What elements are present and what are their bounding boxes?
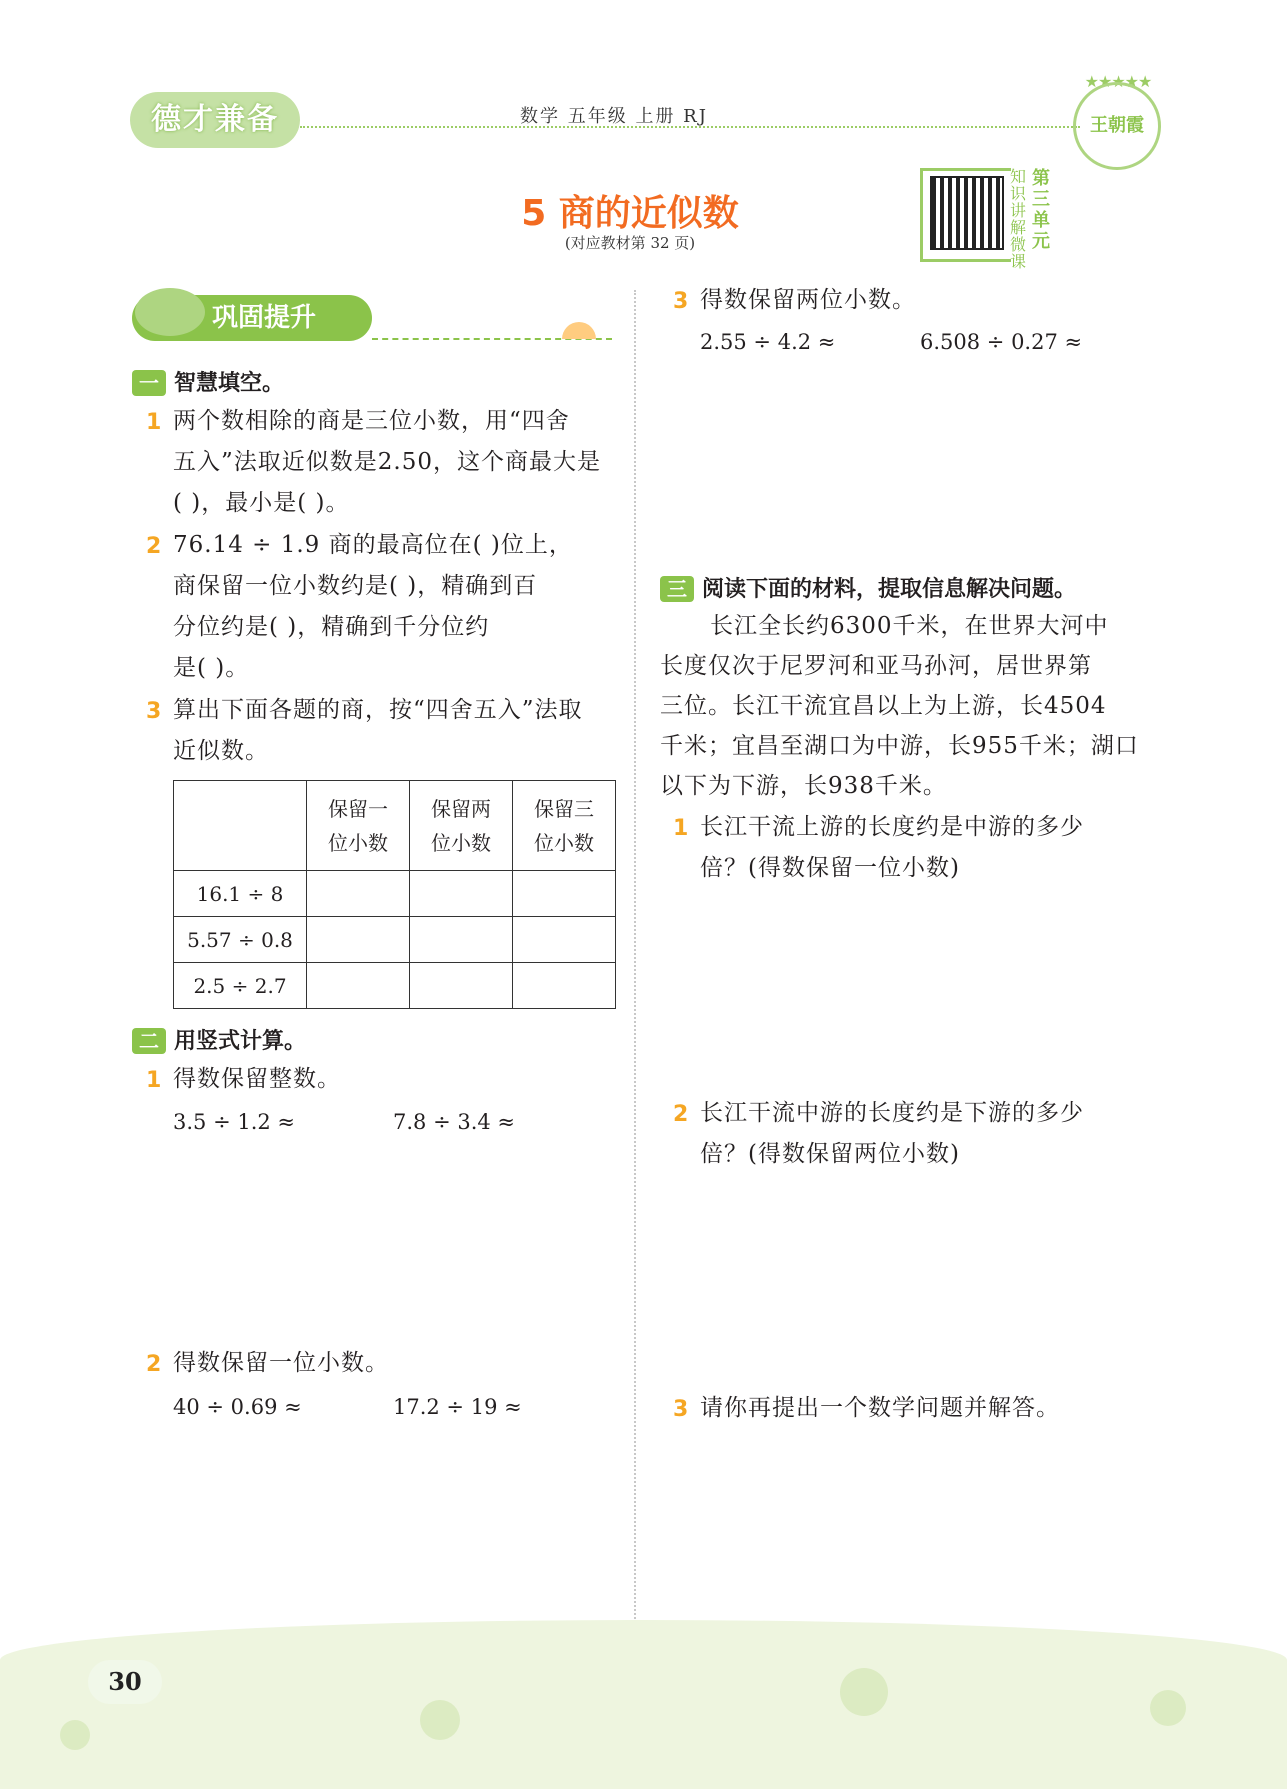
answer-cell[interactable] (513, 963, 616, 1009)
section1-heading (132, 366, 284, 397)
section2-badge: 二 (132, 1028, 166, 1054)
s2-q2-text: 得数保留一位小数。 (173, 1350, 389, 1376)
footer-wave (0, 1620, 1287, 1789)
bubble-decoration (1150, 1690, 1186, 1726)
s2-q2-expr-b: 17.2 ÷ 19 ≈ (393, 1395, 522, 1419)
s2-q3-number: 3 (673, 289, 689, 314)
passage-line-2: 长度仅次于尼罗河和亚马孙河，居世界第 (660, 653, 1092, 679)
qr-label: 知识讲解微课 (1010, 167, 1027, 271)
bubble-decoration (420, 1700, 460, 1740)
answer-cell[interactable] (410, 963, 513, 1009)
s3-q1-number: 1 (673, 816, 689, 841)
section3-heading (660, 572, 1076, 603)
q2-line-4: 是( )。 (173, 655, 250, 681)
s3-q3-number: 3 (673, 1397, 689, 1422)
lesson-subtitle: (对应教材第 32 页) (564, 234, 696, 252)
answer-cell[interactable] (307, 871, 410, 917)
column-divider (634, 290, 636, 1630)
q2-number: 2 (146, 534, 162, 559)
s3-q3-text: 请你再提出一个数学问题并解答。 (700, 1395, 1060, 1421)
table-row (174, 963, 616, 1009)
table-header-one-decimal: 保留一 位小数 (307, 781, 410, 871)
section1-title: 智慧填空。 (174, 371, 285, 396)
section2-title: 用竖式计算。 (174, 1029, 307, 1054)
bubble-decoration (60, 1720, 90, 1750)
passage-line-4: 千米；宜昌至湖口为中游，长955千米；湖口 (660, 733, 1139, 759)
s3-q2-line-1: 长江干流中游的长度约是下游的多少 (700, 1100, 1084, 1126)
q3-number: 3 (146, 699, 162, 724)
qr-code-icon[interactable] (930, 176, 1004, 250)
lesson-title: 5 商的近似数 (521, 193, 739, 234)
answer-cell[interactable] (307, 917, 410, 963)
banner-label: 巩固提升 (212, 303, 317, 333)
table-header-three-decimal: 保留三 位小数 (513, 781, 616, 871)
section2-heading (132, 1024, 306, 1055)
series-logo: 德才兼备 (130, 92, 300, 148)
passage-line-5: 以下为下游，长938千米。 (660, 773, 947, 799)
s2-q3-text: 得数保留两位小数。 (700, 287, 916, 313)
section3-title: 阅读下面的材料，提取信息解决问题。 (702, 577, 1077, 602)
table-row (174, 917, 616, 963)
passage-line-3: 三位。长江干流宜昌以上为上游，长4504 (660, 693, 1107, 719)
whale-icon (135, 288, 205, 336)
table-header-two-decimal: 保留两 位小数 (410, 781, 513, 871)
table-row-label: 16.1 ÷ 8 (174, 871, 307, 917)
s2-q3-expr-b: 6.508 ÷ 0.27 ≈ (920, 330, 1083, 354)
s2-q1-text: 得数保留整数。 (173, 1066, 341, 1092)
s3-q1-line-1: 长江干流上游的长度约是中游的多少 (700, 814, 1084, 840)
subject-line: 数学 五年级 上册 RJ (520, 106, 708, 127)
q2-line-1: 76.14 ÷ 1.9 商的最高位在( )位上， (173, 532, 573, 558)
answer-cell[interactable] (307, 963, 410, 1009)
s2-q1-expr-a: 3.5 ÷ 1.2 ≈ (173, 1110, 296, 1134)
q3-line-2: 近似数。 (173, 738, 269, 764)
q1-line-1: 两个数相除的商是三位小数，用“四舍 (173, 408, 570, 434)
stars-decoration: ★★★★★ (1084, 72, 1152, 91)
answer-cell[interactable] (513, 871, 616, 917)
s3-q2-number: 2 (673, 1102, 689, 1127)
q1-line-2: 五入”法取近似数是2.50，这个商最大是 (173, 449, 601, 475)
table-header-empty (174, 781, 307, 871)
quotient-table (173, 780, 616, 1009)
q2-line-2: 商保留一位小数约是( )，精确到百 (173, 573, 538, 599)
q2-line-3: 分位约是( )，精确到千分位约 (173, 614, 490, 640)
s3-q2-line-2: 倍？(得数保留两位小数) (700, 1141, 960, 1167)
table-row-label: 5.57 ÷ 0.8 (174, 917, 307, 963)
s2-q1-expr-b: 7.8 ÷ 3.4 ≈ (393, 1110, 516, 1134)
table-row (174, 871, 616, 917)
s3-q1-line-2: 倍？(得数保留一位小数) (700, 855, 960, 881)
answer-cell[interactable] (513, 917, 616, 963)
s2-q2-expr-a: 40 ÷ 0.69 ≈ (173, 1395, 302, 1419)
passage-line-1: 长江全长约6300千米，在世界大河中 (710, 613, 1109, 639)
page-number: 30 (88, 1660, 162, 1704)
answer-cell[interactable] (410, 917, 513, 963)
s2-q3-expr-a: 2.55 ÷ 4.2 ≈ (700, 330, 836, 354)
unit-label: 第三单元 (1032, 168, 1050, 252)
s2-q2-number: 2 (146, 1352, 162, 1377)
q1-number: 1 (146, 410, 162, 435)
q3-line-1: 算出下面各题的商，按“四舍五入”法取 (173, 697, 583, 723)
section3-badge: 三 (660, 576, 694, 602)
section1-badge: 一 (132, 370, 166, 396)
s2-q1-number: 1 (146, 1068, 162, 1093)
q1-line-3: ( )，最小是( )。 (173, 490, 350, 516)
sun-icon (562, 322, 596, 339)
answer-cell[interactable] (410, 871, 513, 917)
bubble-decoration (840, 1668, 888, 1716)
author-seal: 王朝霞 (1073, 82, 1161, 170)
table-row-label: 2.5 ÷ 2.7 (174, 963, 307, 1009)
